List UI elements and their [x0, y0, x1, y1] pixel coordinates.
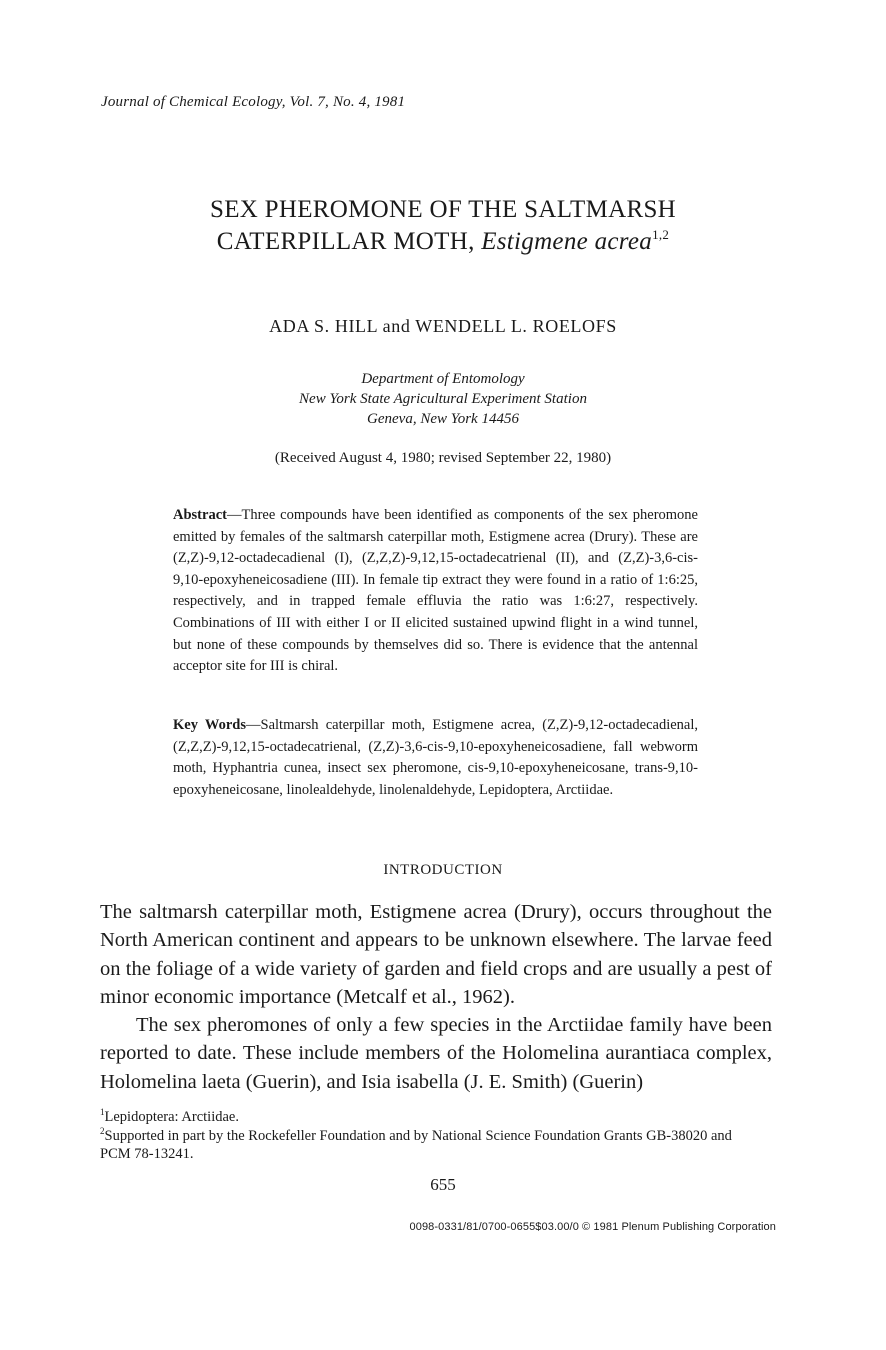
footnote-1-text: Lepidoptera: Arctiidae. [104, 1109, 239, 1125]
introduction-heading: INTRODUCTION [383, 862, 503, 878]
key-words [173, 715, 698, 801]
affiliation-location: Geneva, New York 14456 [367, 411, 519, 427]
abstract [173, 505, 698, 678]
affiliation-station: New York State Agricultural Experiment Station [299, 391, 587, 407]
abstract-text: —Three compounds have been identified as components of the sex pheromone emitted by females of the saltmarsh caterpillar moth, Estigmene acrea (Drury). These are (Z,Z)-9,12-octadecadienal (I), (Z,Z,Z)-9,12,15-octadecatrienal (II), and (Z,Z)-3,6-cis-9,10-epoxyheneicosadiene (III). In female tip extract they were found in a ratio of 1:6:25, respectively, and in trapped female effluvia the ratio was 1:6:27, respectively. Combinations of III with either I or II elicited sustained upwind flight in a wind tunnel, but none of these compounds by themselves did so. There is evidence that the antennal acceptor site for III is chiral. [173, 507, 698, 675]
page-number: 655 [430, 1175, 456, 1194]
affiliation [0, 369, 886, 429]
footnote-1-mark: 1 [100, 1107, 105, 1117]
introduction-paragraph-1: The saltmarsh caterpillar moth, Estigmene acrea (Drury), occurs throughout the North American continent and appears to be unknown elsewhere. The larvae feed on the foliage of a wide variety of garden and field crops and are usually a pest of minor economic importance (Metcalf et al., 1962). [100, 901, 772, 1008]
journal-header: Journal of Chemical Ecology, Vol. 7, No. 4, 1981 [101, 94, 406, 110]
key-words-label: Key Words [173, 717, 247, 733]
footnote-1 [100, 1108, 780, 1127]
title-species: Estigmene acrea [481, 228, 653, 255]
copyright-line: 0098-0331/81/0700-0655$03.00/0 © 1981 Plenum Publishing Corporation [409, 1221, 776, 1233]
title-line-2 [0, 226, 886, 258]
abstract-label: Abstract [173, 507, 227, 523]
footnotes [100, 1108, 780, 1164]
affiliation-department: Department of Entomology [361, 371, 525, 387]
footnote-2 [100, 1127, 750, 1164]
introduction-paragraph-2: The sex pheromones of only a few species in the Arctiidae family have been reported to date. These include members of the Holomelina aurantiaca complex, Holomelina laeta (Guerin), and Isia isabella (J. E. Smith) (Guerin) [100, 1014, 772, 1093]
title-footnote-marks: 1,2 [652, 227, 670, 242]
paper-title [0, 194, 886, 258]
authors: ADA S. HILL and WENDELL L. ROELOFS [269, 316, 617, 336]
key-words-text: —Saltmarsh caterpillar moth, Estigmene acrea, (Z,Z)-9,12-octadecadienal, (Z,Z,Z)-9,12,15-octadecatrienal, (Z,Z)-3,6-cis-9,10-epoxyheneicosadiene, fall webworm moth, Hyphantria cunea, insect sex pheromone, cis-9,10-epoxyheneicosane, trans-9,10-epoxyheneicosane, linolealdehyde, linolenaldehyde, Lepidoptera, Arctiidae. [173, 717, 698, 798]
title-line-1: SEX PHEROMONE OF THE SALTMARSH [209, 196, 677, 223]
introduction-body [100, 898, 772, 1096]
title-line-2-text: CATERPILLAR MOTH, [216, 228, 482, 255]
footnote-2-text: Supported in part by the Rockefeller Foundation and by National Science Foundation Grants GB-38020 and PCM 78-13241. [100, 1127, 732, 1162]
received-dates: (Received August 4, 1980; revised September 22, 1980) [274, 450, 612, 466]
footnote-2-mark: 2 [100, 1125, 105, 1136]
